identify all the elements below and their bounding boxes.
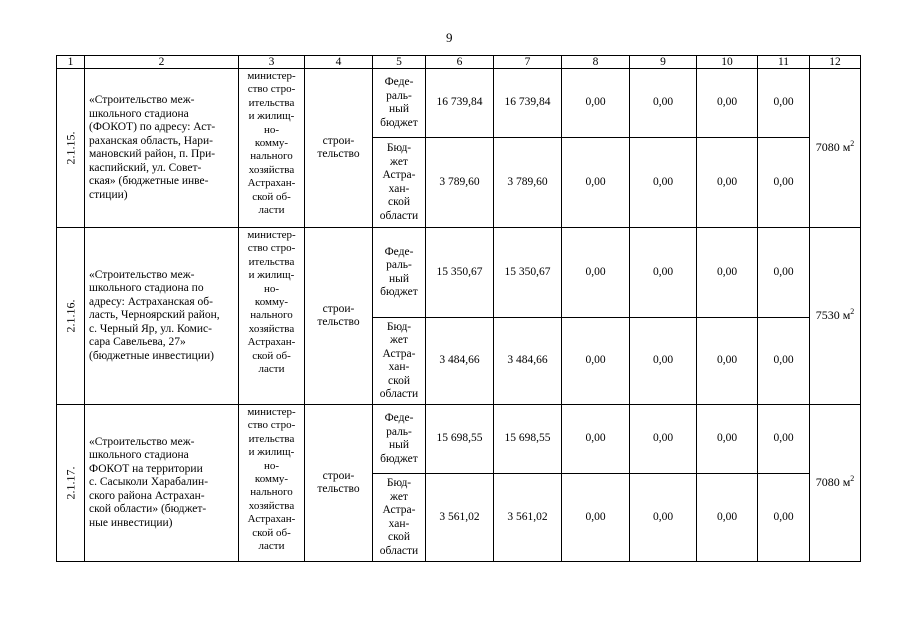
responsible-ministry-line: ительства [248, 96, 295, 109]
object-description-line: с. Черный Яр, ул. Комис- [89, 322, 212, 335]
amount-c6: 3 789,60 [426, 138, 494, 228]
object-description-line: (бюджетные инвестиции) [89, 349, 214, 362]
object-description-line: ные инвестиции) [89, 516, 173, 529]
amount-c7: 15 698,55 [494, 405, 562, 474]
responsible-ministry-line: ство стро- [247, 83, 296, 96]
amount-c6: 15 698,55 [426, 405, 494, 474]
work-type [305, 228, 373, 405]
amount-c10: 0,00 [697, 474, 758, 562]
responsible-ministry-line: ласти [258, 540, 285, 553]
object-description-line: школьного стадиона [89, 107, 189, 120]
area-unit-exponent: 2 [850, 474, 855, 484]
area-unit-exponent: 2 [850, 139, 855, 149]
amount-c8: 0,00 [562, 405, 630, 474]
funding-source-line: области [379, 544, 419, 557]
responsible-ministry-line: ительства [248, 255, 295, 268]
responsible-ministry-line: министер- [247, 406, 296, 418]
capacity-area [810, 228, 861, 405]
amount-c11: 0,00 [758, 228, 810, 318]
work-type-line: строи- [322, 134, 355, 147]
funding-source-line: Бюд- [386, 477, 412, 489]
work-type-line: тельство [317, 148, 360, 160]
responsible-ministry-line: но- [263, 282, 280, 295]
responsible-ministry-line: и жилищ- [248, 269, 295, 282]
amount-c7: 3 561,02 [494, 474, 562, 562]
responsible-ministry-line: ство стро- [247, 242, 296, 255]
responsible-ministry-line: хозяйства [248, 499, 295, 512]
area-unit-exponent: 2 [850, 307, 855, 317]
funding-source-line: области [379, 388, 419, 400]
funding-source-line: Феде- [384, 245, 414, 258]
header-cell: 12 [810, 56, 861, 69]
header-cell: 1 [57, 56, 85, 69]
object-description-line: «Строительство меж- [89, 435, 195, 448]
funding-source [373, 228, 426, 318]
funding-source-line: раль- [386, 89, 412, 102]
responsible-ministry [239, 405, 305, 562]
responsible-ministry-line: и жилищ- [248, 110, 295, 123]
header-cell: 4 [305, 56, 373, 69]
funding-source-line: жет [390, 334, 408, 346]
header-cell: 6 [426, 56, 494, 69]
object-description-line: «Строительство меж- [89, 94, 195, 106]
capacity-area [810, 69, 861, 228]
work-type-line: тельство [317, 316, 360, 328]
row-index [57, 69, 85, 228]
object-description-line: с. Сасыколи Харабалин- [89, 476, 209, 489]
funding-source-line: Бюд- [386, 142, 412, 154]
amount-c10: 0,00 [697, 69, 758, 138]
funding-source-line: бюджет [380, 286, 418, 298]
funding-source-line: раль- [386, 259, 412, 271]
table-row [57, 228, 861, 318]
amount-c7: 3 484,66 [494, 318, 562, 405]
amount-c6: 3 484,66 [426, 318, 494, 405]
work-type-line: строи- [322, 302, 355, 315]
responsible-ministry-line: министер- [247, 70, 296, 82]
header-cell: 10 [697, 56, 758, 69]
funding-source [373, 138, 426, 228]
object-description-line: «Строительство меж- [89, 268, 195, 281]
amount-c7: 15 350,67 [494, 228, 562, 318]
header-row [57, 56, 861, 69]
funding-source-line: жет [390, 490, 408, 503]
funding-source-line: ный [388, 272, 410, 285]
amount-c6: 16 739,84 [426, 69, 494, 138]
object-description [85, 228, 239, 405]
funding-source-line: жет [390, 155, 408, 168]
row-index-label: 2.1.17. [62, 466, 77, 500]
funding-source-line: Астра- [382, 169, 416, 181]
area-value: 7080 м [815, 140, 851, 155]
amount-c6: 3 561,02 [426, 474, 494, 562]
area-value: 7080 м [815, 475, 851, 490]
area-value: 7530 м [815, 308, 851, 323]
funding-source-line: ской [387, 531, 410, 543]
amount-c6: 15 350,67 [426, 228, 494, 318]
funding-source-line: раль- [386, 425, 412, 438]
work-type [305, 69, 373, 228]
object-description-line: ского района Астрахан- [89, 489, 205, 502]
amount-c11: 0,00 [758, 318, 810, 405]
funding-source [373, 474, 426, 562]
funding-source-line: ный [388, 103, 410, 115]
object-description [85, 69, 239, 228]
responsible-ministry-line: ской об- [252, 190, 291, 203]
funding-source-line: хан- [388, 182, 410, 195]
amount-c9: 0,00 [630, 69, 697, 138]
funding-source-line: бюджет [380, 452, 418, 465]
header-cell: 7 [494, 56, 562, 69]
object-description-line: (ФОКОТ) по адресу: Аст- [89, 121, 216, 133]
table-row [57, 69, 861, 138]
object-description-line: раханская область, Нари- [89, 134, 213, 147]
responsible-ministry-line: комму- [254, 137, 289, 150]
responsible-ministry-line: хозяйства [248, 322, 295, 335]
funding-source-line: ской [387, 374, 410, 387]
object-description [85, 405, 239, 562]
object-description-line: школьного стадиона [89, 449, 189, 462]
responsible-ministry-line: ительства [248, 432, 295, 445]
funding-source-line: Бюд- [386, 320, 412, 333]
responsible-ministry-line: Астрахан- [247, 336, 296, 349]
table-row [57, 405, 861, 474]
responsible-ministry-line: нального [250, 486, 293, 499]
object-description-line: ФОКОТ на территории [89, 462, 203, 475]
responsible-ministry-line: но- [263, 123, 280, 136]
responsible-ministry-line: министер- [247, 229, 296, 241]
amount-c9: 0,00 [630, 318, 697, 405]
responsible-ministry-line: комму- [254, 473, 289, 486]
responsible-ministry-line: комму- [254, 296, 289, 309]
row-index [57, 405, 85, 562]
amount-c7: 3 789,60 [494, 138, 562, 228]
amount-c11: 0,00 [758, 69, 810, 138]
responsible-ministry-line: но- [263, 459, 280, 472]
amount-c8: 0,00 [562, 228, 630, 318]
responsible-ministry [239, 228, 305, 405]
amount-c10: 0,00 [697, 138, 758, 228]
funding-source [373, 405, 426, 474]
funding-source-line: Феде- [384, 412, 414, 424]
object-description-line: сара Савельева, 27» [89, 336, 186, 349]
funding-source-line: хан- [388, 517, 410, 530]
amount-c7: 16 739,84 [494, 69, 562, 138]
object-description-line: каспийский, ул. Совет- [89, 161, 202, 174]
funding-source-line: Феде- [384, 76, 414, 88]
page-number: 9 [446, 30, 453, 45]
budget-table [56, 55, 861, 562]
funding-source-line: ный [388, 439, 410, 451]
funding-source-line: области [379, 209, 419, 222]
funding-source [373, 69, 426, 138]
amount-c8: 0,00 [562, 69, 630, 138]
object-description-line: адресу: Астраханская об- [89, 295, 213, 308]
responsible-ministry-line: ласти [258, 204, 285, 217]
object-description-line: мановский район, п. При- [89, 148, 216, 160]
responsible-ministry-line: и жилищ- [248, 446, 295, 459]
amount-c8: 0,00 [562, 138, 630, 228]
responsible-ministry-line: ской об- [252, 526, 291, 539]
object-description-line: ская» (бюджетные инве- [89, 175, 209, 187]
header-cell: 8 [562, 56, 630, 69]
funding-source-line: Астра- [382, 347, 416, 360]
responsible-ministry-line: нального [250, 309, 293, 322]
funding-source [373, 318, 426, 405]
funding-source-line: бюджет [380, 116, 418, 129]
capacity-area [810, 405, 861, 562]
amount-c8: 0,00 [562, 318, 630, 405]
amount-c11: 0,00 [758, 138, 810, 228]
responsible-ministry-line: ской об- [252, 349, 291, 362]
amount-c11: 0,00 [758, 474, 810, 562]
funding-source-line: ской [387, 196, 410, 208]
responsible-ministry-line: Астрахан- [247, 513, 296, 526]
amount-c10: 0,00 [697, 405, 758, 474]
object-description-line: ской области» (бюджет- [89, 503, 207, 516]
header-cell: 5 [373, 56, 426, 69]
funding-source-line: Астра- [382, 504, 416, 516]
amount-c11: 0,00 [758, 405, 810, 474]
responsible-ministry-line: ласти [258, 363, 285, 376]
amount-c8: 0,00 [562, 474, 630, 562]
header-cell: 11 [758, 56, 810, 69]
object-description-line: школьного стадиона по [89, 282, 204, 295]
row-index [57, 228, 85, 405]
header-cell: 2 [85, 56, 239, 69]
responsible-ministry-line: Астрахан- [247, 177, 296, 190]
row-index-label: 2.1.16. [62, 299, 77, 333]
work-type [305, 405, 373, 562]
funding-source-line: хан- [388, 361, 410, 373]
header-cell: 9 [630, 56, 697, 69]
amount-c9: 0,00 [630, 228, 697, 318]
amount-c10: 0,00 [697, 228, 758, 318]
work-type-line: строи- [322, 469, 355, 482]
row-index-label: 2.1.15. [62, 131, 77, 165]
amount-c9: 0,00 [630, 138, 697, 228]
work-type-line: тельство [317, 483, 360, 495]
amount-c10: 0,00 [697, 318, 758, 405]
responsible-ministry-line: ство стро- [247, 419, 296, 432]
responsible-ministry [239, 69, 305, 228]
responsible-ministry-line: хозяйства [248, 163, 295, 176]
object-description-line: стиции) [89, 188, 128, 201]
amount-c9: 0,00 [630, 474, 697, 562]
header-cell: 3 [239, 56, 305, 69]
amount-c9: 0,00 [630, 405, 697, 474]
responsible-ministry-line: нального [250, 150, 293, 163]
object-description-line: ласть, Черноярский район, [89, 309, 220, 322]
